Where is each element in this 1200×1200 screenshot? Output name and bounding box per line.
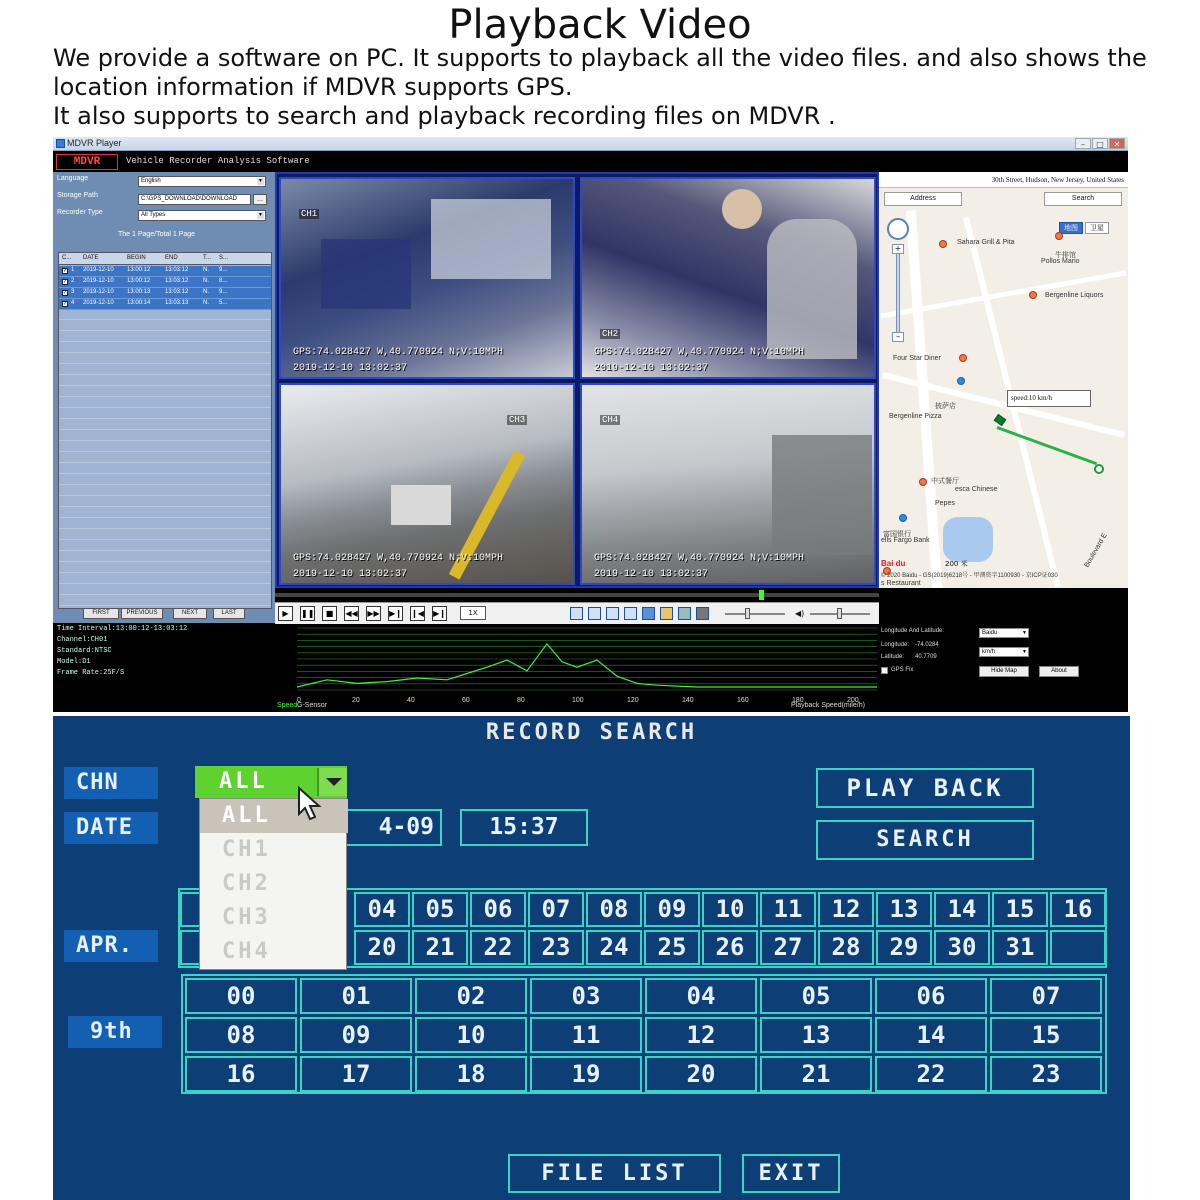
day-cell[interactable]: 21 [412, 930, 468, 965]
graph-tick-label: 60 [462, 697, 470, 704]
poi-pin-icon [1055, 232, 1063, 240]
map-pan-control[interactable] [887, 218, 909, 240]
recording-list-header [59, 253, 271, 265]
hour-cell[interactable]: 07 [990, 978, 1102, 1014]
table-row[interactable] [59, 277, 271, 288]
tab-address[interactable]: Address [884, 192, 962, 206]
cell-type: N. [203, 289, 209, 295]
recording-list[interactable] [58, 252, 272, 609]
hour-cell[interactable]: 19 [530, 1056, 642, 1092]
day-cell[interactable]: 11 [760, 892, 816, 927]
hour-cell[interactable]: 16 [185, 1056, 297, 1092]
hour-cell[interactable]: 17 [300, 1056, 412, 1092]
about-button[interactable]: About [1039, 666, 1079, 677]
graph-tick-label: 180 [792, 697, 804, 704]
col-type: T... [203, 255, 212, 261]
day-cell[interactable] [1050, 930, 1106, 965]
zoom-in-icon[interactable]: + [892, 244, 904, 254]
cell-end: 13:03:12 [165, 267, 189, 273]
cell-size: 9... [219, 289, 228, 295]
latitude-value: 40.7709 [915, 654, 937, 660]
day-cell[interactable]: 05 [412, 892, 468, 927]
camera-label: CH4 [602, 415, 619, 425]
cell-date: 2019-12-10 [83, 278, 114, 284]
cell-channel: 1 [71, 267, 75, 273]
poi-label: Sahara Grill & Pita [957, 239, 1015, 246]
clip-icon[interactable] [660, 607, 673, 620]
zoom-out-icon[interactable]: – [892, 332, 904, 342]
date-label: DATE [64, 812, 158, 844]
day-cell[interactable]: 06 [470, 892, 526, 927]
close-button[interactable]: ✕ [1109, 138, 1125, 149]
camera-gps-overlay: GPS:74.028427 W,40.770924 N;V:10MPH [594, 347, 805, 358]
channel-option[interactable]: CH4 [222, 939, 271, 964]
search-panel [53, 172, 275, 712]
day-cell[interactable]: 04 [354, 892, 410, 927]
layout-4-icon[interactable] [588, 607, 601, 620]
pause-button[interactable]: ❚❚ [300, 606, 315, 621]
map-search-tabs [884, 192, 1124, 206]
map-address: 30th Street, Hudson, New Jersey, United States [879, 172, 1128, 188]
longitude-value: -74.0284 [915, 642, 939, 648]
street-label: Boulevard E [1083, 532, 1109, 569]
hour-cell[interactable]: 00 [185, 978, 297, 1014]
table-row[interactable] [59, 288, 271, 299]
cell-begin: 13:00:12 [127, 278, 151, 284]
tab-search[interactable]: Search [1044, 192, 1122, 206]
description-line-2: location information if MDVR supports GPS. [53, 73, 573, 101]
previous-file-button[interactable]: ❙◀ [410, 606, 425, 621]
recording-info [53, 623, 275, 712]
bus-window [431, 199, 551, 279]
cell-size: 8... [219, 278, 228, 284]
camera-gps-overlay: GPS:74.028427 W,40.770924 N;V:10MPH [293, 553, 504, 564]
col-date: DATE [83, 255, 99, 261]
language-label: Language [57, 175, 89, 182]
col-channel: C... [62, 255, 72, 261]
coordinate-system-value: Baidu [982, 630, 998, 636]
gps-fix-label: GPS Fix [891, 667, 914, 673]
row-checkbox[interactable]: ✓ [63, 268, 68, 274]
bus-side [772, 435, 872, 555]
row-checkbox[interactable]: ✓ [63, 301, 68, 307]
hour-cell[interactable]: 22 [875, 1056, 987, 1092]
gsensor-legend: G-Sensor [297, 702, 327, 709]
play-button[interactable]: ▶ [278, 606, 293, 621]
route-end-icon[interactable] [1094, 464, 1104, 474]
map-copyright: © 2020 Baidu - GS(2019)6218号 - 甲测资字1100930 - 京ICP证030 [881, 573, 1058, 579]
poi-label-cn: 牛排馆 [1055, 252, 1076, 259]
month-label: APR. [64, 930, 158, 962]
longitude-label: Longitude: [881, 642, 910, 648]
hour-cell[interactable]: 21 [760, 1056, 872, 1092]
search-button[interactable]: SEARCH [816, 820, 1034, 860]
graph-x-label: Playback Speed(mile/h) [791, 702, 865, 709]
fullscreen-icon[interactable] [696, 607, 709, 620]
graph-tick-label: 40 [407, 697, 415, 704]
hour-cell[interactable]: 06 [875, 978, 987, 1014]
map-type-satellite-button[interactable]: 卫星 [1085, 222, 1109, 234]
channel-dropdown-list [199, 798, 347, 970]
day-cell[interactable]: 25 [644, 930, 700, 965]
row-checkbox[interactable]: ✓ [63, 290, 68, 296]
camera-label: CH1 [301, 209, 318, 219]
cell-type: N. [203, 278, 209, 284]
hour-cell[interactable]: 10 [415, 1017, 527, 1053]
storage-path-label: Storage Path [57, 192, 98, 199]
playback-toolbar [275, 602, 879, 624]
map-zoom-slider[interactable] [896, 244, 900, 334]
cell-channel: 3 [71, 289, 75, 295]
hour-cell[interactable]: 08 [185, 1017, 297, 1053]
poi-label: ells Fargo Bank [881, 537, 930, 544]
browse-button[interactable]: ... [253, 194, 267, 205]
hour-cell[interactable]: 20 [645, 1056, 757, 1092]
water-area [943, 517, 993, 562]
speed-graph [275, 624, 879, 712]
camera-timestamp: 2019-12-10 13:02:37 [293, 569, 408, 580]
layout-16-icon[interactable] [624, 607, 637, 620]
cell-begin: 13:00:13 [127, 289, 151, 295]
poi-pin-icon [919, 478, 927, 486]
hour-cell[interactable]: 13 [760, 1017, 872, 1053]
chevron-down-icon: ▼ [258, 178, 263, 184]
camera-label: CH2 [602, 329, 619, 339]
day-cell[interactable]: 27 [760, 930, 816, 965]
poi-pin-icon [1029, 291, 1037, 299]
cell-channel: 2 [71, 278, 75, 284]
gps-fix-checkbox[interactable] [881, 667, 888, 674]
hour-cell[interactable]: 09 [300, 1017, 412, 1053]
graph-tick-label: 200 [847, 697, 859, 704]
camera-timestamp: 2019-12-10 13:02:37 [594, 363, 709, 374]
step-forward-button[interactable]: ▶❙ [388, 606, 403, 621]
storage-path-value: C:\GPS_DOWNLOAD\DOWNLOAD [141, 196, 238, 202]
app-icon [56, 139, 65, 148]
graph-tick-label: 100 [572, 697, 584, 704]
storage-path-input[interactable] [138, 194, 251, 205]
cell-date: 2019-12-10 [83, 300, 114, 306]
hour-cell[interactable]: 11 [530, 1017, 642, 1053]
graph-tick-label: 0 [297, 697, 301, 704]
day-cell[interactable]: 20 [354, 930, 410, 965]
cell-begin: 13:00:12 [127, 267, 151, 273]
cell-channel: 4 [71, 300, 75, 306]
app-header [53, 152, 1128, 172]
graph-tick-label: 80 [517, 697, 525, 704]
channel-option[interactable]: CH3 [222, 905, 271, 930]
chevron-down-icon: ▼ [1022, 630, 1027, 636]
col-end: END [165, 255, 178, 261]
fast-forward-button[interactable]: ▶▶ [366, 606, 381, 621]
poi-label: Bergenline Liquors [1045, 292, 1104, 299]
time-field[interactable]: 15:37 [460, 809, 588, 846]
next-file-button[interactable]: ▶❙ [432, 606, 447, 621]
info-channel: Channel:CH01 [57, 636, 108, 644]
graph-tick-label: 140 [682, 697, 694, 704]
map-view[interactable] [879, 172, 1128, 588]
hour-cell[interactable]: 23 [990, 1056, 1102, 1092]
speed-graph-plot [275, 624, 879, 704]
camera-label: CH3 [509, 415, 526, 425]
cell-begin: 13:00:14 [127, 300, 151, 306]
language-select[interactable] [138, 176, 266, 187]
day-cell[interactable]: 12 [818, 892, 874, 927]
info-frame-rate: Frame Rate:25F/S [57, 669, 125, 677]
poi-label: esca Chinese [955, 486, 998, 493]
cell-size: 5... [219, 300, 228, 306]
rewind-button[interactable]: ◀◀ [344, 606, 359, 621]
poi-pin-icon [939, 240, 947, 248]
day-cell[interactable]: 08 [586, 892, 642, 927]
map-scale: 200 米 [945, 560, 968, 568]
volume-slider[interactable] [725, 613, 785, 615]
mdvr-player-window [53, 137, 1128, 712]
table-row[interactable] [59, 266, 271, 277]
graph-tick-label: 20 [352, 697, 360, 704]
description-line-1: We provide a software on PC. It supports to playback all the video files. and also shows the [53, 44, 1147, 72]
poi-pin-icon [957, 377, 965, 385]
hour-cell[interactable]: 01 [300, 978, 412, 1014]
day-cell[interactable]: 07 [528, 892, 584, 927]
info-model: Model:D1 [57, 658, 91, 666]
mdvr-logo: MDVR [56, 154, 118, 170]
file-list-button[interactable]: FILE LIST [508, 1154, 721, 1193]
bus-seats [321, 239, 411, 309]
day-cell[interactable]: 22 [470, 930, 526, 965]
hour-cell[interactable]: 02 [415, 978, 527, 1014]
balance-knob[interactable] [837, 608, 842, 619]
camera-timestamp: 2019-12-10 13:02:37 [594, 569, 709, 580]
truck [391, 485, 451, 525]
chevron-down-icon: ▼ [258, 212, 263, 218]
poi-label: Pepes [935, 500, 955, 507]
poi-pin-icon [959, 354, 967, 362]
cell-date: 2019-12-10 [83, 289, 114, 295]
day-cell[interactable]: 13 [876, 892, 932, 927]
poi-label: Bergenline Pizza [889, 413, 942, 420]
camera-view-ch1[interactable] [279, 177, 575, 379]
speed-legend: Speed [277, 702, 298, 709]
volume-knob[interactable] [745, 608, 750, 619]
progress-bar[interactable] [275, 593, 879, 597]
driver-seat [767, 219, 857, 359]
hour-grid [181, 974, 1107, 1094]
hour-cell[interactable]: 03 [530, 978, 642, 1014]
cell-date: 2019-12-10 [83, 267, 114, 273]
hour-cell[interactable]: 05 [760, 978, 872, 1014]
graph-tick-label: 120 [627, 697, 639, 704]
dvr-title: RECORD SEARCH [485, 720, 698, 745]
cell-size: 9... [219, 267, 228, 273]
cell-end: 13:03:12 [165, 289, 189, 295]
col-begin: BEGIN [127, 255, 146, 261]
first-page-button[interactable]: FIRST [83, 608, 119, 619]
map-type-map-button[interactable]: 地图 [1059, 222, 1083, 234]
poi-label: Pollos Mario [1041, 258, 1080, 265]
graph-tick-label: 160 [737, 697, 749, 704]
day-cell[interactable]: 15 [992, 892, 1048, 927]
recorder-type-label: Recorder Type [57, 209, 103, 216]
lonlat-label: Longitude And Latitude: [881, 628, 945, 634]
camera-gps-overlay: GPS:74.028427 W,40.770924 N;V:10MPH [594, 553, 805, 564]
camera-view-ch4[interactable] [580, 383, 876, 585]
hour-cell[interactable]: 04 [645, 978, 757, 1014]
coordinate-system-select[interactable] [979, 628, 1029, 638]
day-cell[interactable]: 30 [934, 930, 990, 965]
progress-knob[interactable] [759, 590, 764, 600]
channel-option[interactable]: CH1 [222, 837, 271, 862]
date-field[interactable]: 4-09 [340, 809, 442, 846]
cell-type: N. [203, 300, 209, 306]
hour-cell[interactable]: 15 [990, 1017, 1102, 1053]
stop-button[interactable]: ■ [322, 606, 337, 621]
latitude-label: Latitude: [881, 654, 905, 660]
camera-view-ch2[interactable] [580, 177, 876, 379]
hour-cell[interactable]: 18 [415, 1056, 527, 1092]
gps-info-panel [879, 623, 1128, 712]
col-size: S... [219, 255, 229, 261]
settings-icon[interactable] [678, 607, 691, 620]
window-title: MDVR Player [67, 138, 122, 148]
hour-cell[interactable]: 14 [875, 1017, 987, 1053]
language-value: English [141, 178, 161, 184]
poi-label-cn: 富国银行 [883, 531, 911, 538]
page-title: Playback Video [448, 2, 752, 48]
day-cell[interactable]: 14 [934, 892, 990, 927]
hour-cell[interactable]: 12 [645, 1017, 757, 1053]
info-time-interval: Time Interval:13:00:12-13:03:12 [57, 625, 188, 633]
cell-end: 13:03:13 [165, 300, 189, 306]
day-cell[interactable]: 29 [876, 930, 932, 965]
day-cell[interactable]: 10 [702, 892, 758, 927]
next-page-button[interactable]: NEXT [173, 608, 207, 619]
poi-label-cn: 披萨店 [935, 403, 956, 410]
app-subtitle: Vehicle Recorder Analysis Software [126, 156, 310, 166]
recorder-type-select[interactable] [138, 210, 266, 221]
day-cell[interactable]: 26 [702, 930, 758, 965]
passenger [722, 189, 762, 229]
recorder-type-value: All Types [141, 212, 166, 218]
channel-label: CHN [64, 767, 158, 799]
baidu-logo: Bai du [881, 559, 906, 568]
cell-type: N. [203, 267, 209, 273]
day-cell[interactable]: 16 [1050, 892, 1106, 927]
road [906, 210, 942, 588]
poi-label: s Restaurant [881, 580, 921, 587]
poi-label-cn: 中式餐厅 [931, 478, 959, 485]
page-info: The 1 Page/Total 1 Page [118, 231, 196, 238]
dvr-record-search-screen [53, 716, 1130, 1200]
video-grid [275, 172, 879, 588]
speaker-icon[interactable]: ◀) [795, 609, 805, 618]
day-cell[interactable]: 23 [528, 930, 584, 965]
day-cell[interactable]: 31 [992, 930, 1048, 965]
minimize-button[interactable]: – [1075, 138, 1091, 149]
play-back-button[interactable]: PLAY BACK [816, 768, 1034, 808]
camera-gps-overlay: GPS:74.028427 W,40.770924 N;V:10MPH [293, 347, 504, 358]
day-cell[interactable]: 24 [586, 930, 642, 965]
maximize-button[interactable]: □ [1092, 138, 1108, 149]
vehicle-icon[interactable] [994, 414, 1007, 426]
playback-speed[interactable]: 1X [460, 606, 486, 620]
cell-end: 13:03:12 [165, 278, 189, 284]
camera-timestamp: 2019-12-10 13:02:37 [293, 363, 408, 374]
day-label: 9th [68, 1016, 162, 1048]
description-line-3: It also supports to search and playback recording files on MDVR . [53, 102, 836, 130]
info-standard: Standard:NTSC [57, 647, 112, 655]
exit-button[interactable]: EXIT [742, 1154, 840, 1193]
layout-1-icon[interactable] [570, 607, 583, 620]
unit-value: km/h [982, 649, 996, 655]
row-checkbox[interactable]: ✓ [63, 279, 68, 285]
table-row[interactable] [59, 299, 271, 310]
day-cell[interactable]: 28 [818, 930, 874, 965]
snapshot-icon[interactable] [642, 607, 655, 620]
layout-9-icon[interactable] [606, 607, 619, 620]
window-titlebar[interactable] [53, 137, 1128, 151]
day-cell[interactable]: 09 [644, 892, 700, 927]
poi-pin-icon [899, 514, 907, 522]
route-line [996, 426, 1097, 465]
chevron-down-icon: ▼ [1022, 649, 1027, 655]
camera-view-ch3[interactable] [279, 383, 575, 585]
mouse-cursor-icon [297, 786, 323, 822]
hide-map-button[interactable]: Hide Map [979, 666, 1029, 677]
last-page-button[interactable]: LAST [213, 608, 245, 619]
channel-option[interactable]: ALL [200, 799, 348, 833]
speed-popup: speed:10 km/h [1007, 390, 1091, 407]
previous-page-button[interactable]: PREVIOUS [121, 608, 163, 619]
unit-select[interactable] [979, 647, 1029, 657]
channel-option[interactable]: CH2 [222, 871, 271, 896]
channel-select[interactable]: ALL [195, 766, 347, 798]
poi-label: Four Star Diner [893, 355, 941, 362]
